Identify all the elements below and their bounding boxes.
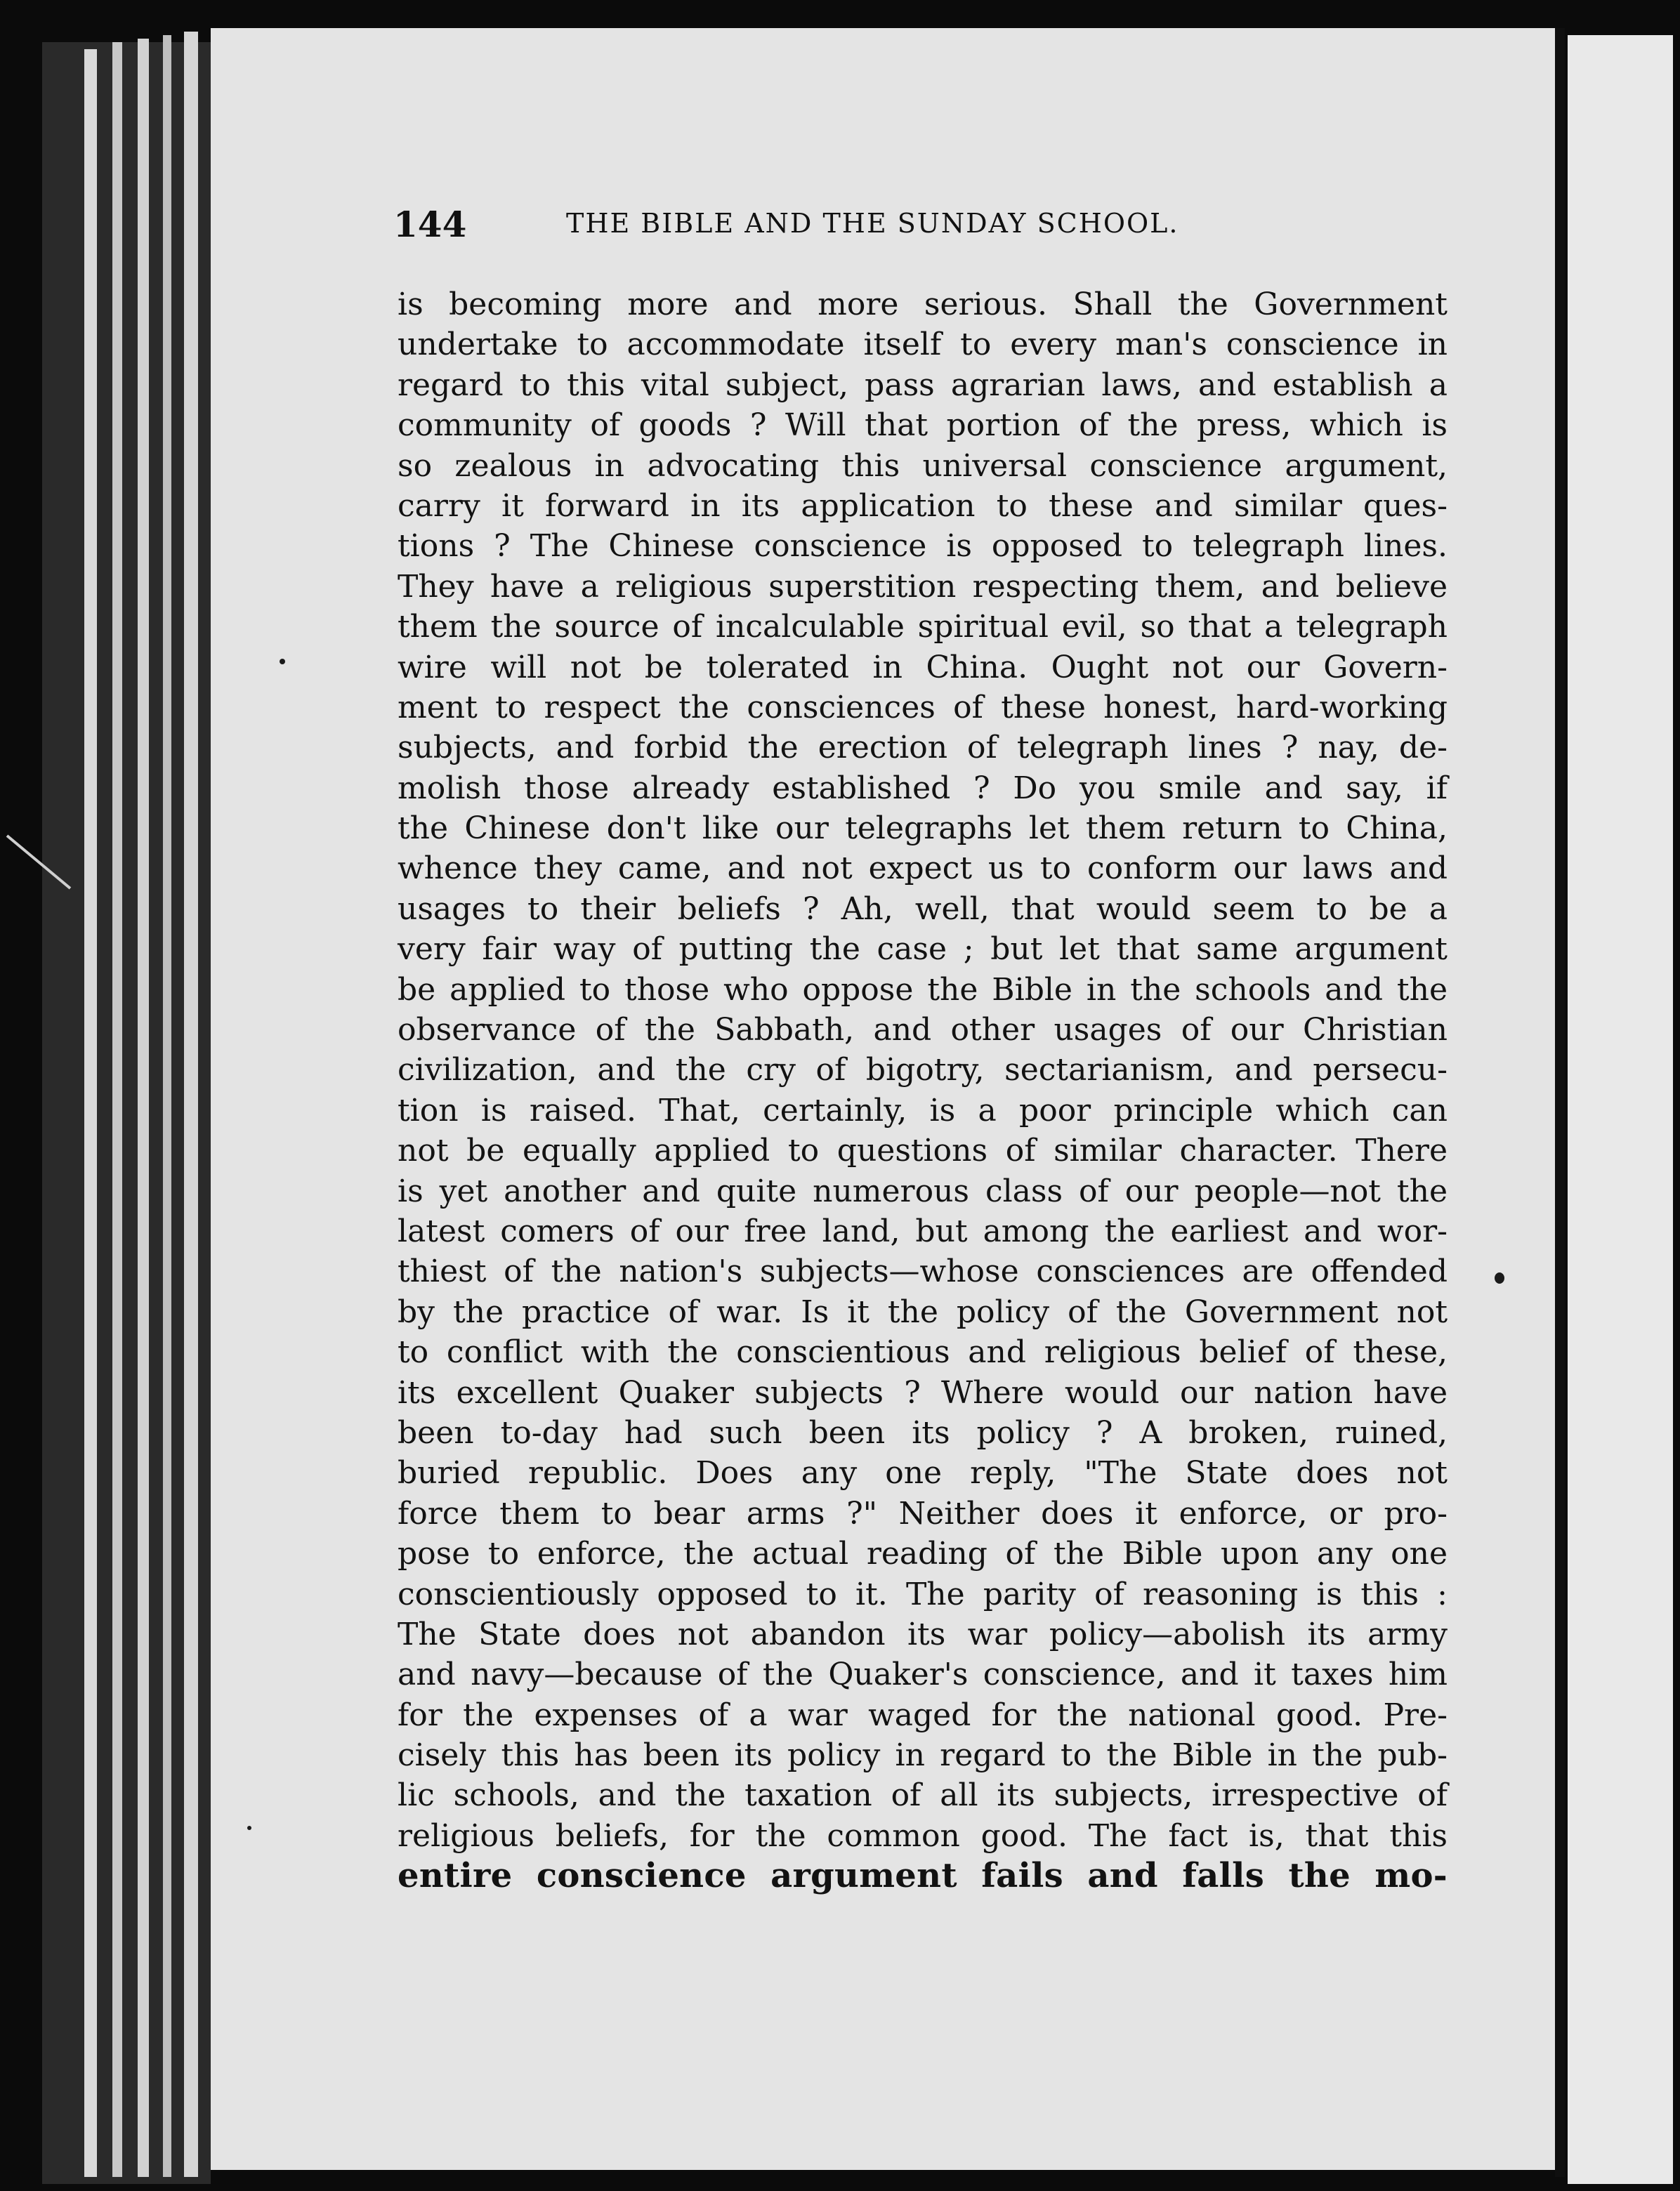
- text-line: for the expenses of a war waged for the national good. Pre-: [398, 1697, 1448, 1733]
- text-line: regard to this vital subject, pass agrarian laws, and establish a: [398, 367, 1448, 403]
- text-line: The State does not abandon its war policy—abolish its army: [398, 1616, 1448, 1652]
- text-line: the Chinese don't like our telegraphs let them return to China,: [398, 810, 1448, 847]
- page-edge-strip: [163, 35, 171, 2177]
- page-header: [393, 204, 1306, 246]
- text-line: buried republic. Does any one reply, "The State does not: [398, 1455, 1448, 1492]
- text-line: not be equally applied to questions of similar character. There: [398, 1133, 1448, 1169]
- text-line: They have a religious superstition respecting them, and believe: [398, 568, 1448, 605]
- text-line: them the source of incalculable spiritual evil, so that a telegraph: [398, 609, 1448, 645]
- text-line: is becoming more and more serious. Shall the Government: [398, 287, 1448, 322]
- text-line-final: entire conscience argument fails and falls the mo-: [398, 1856, 1448, 1896]
- text-line: subjects, and forbid the erection of telegraph lines ? nay, de-: [398, 730, 1448, 766]
- text-line: wire will not be tolerated in China. Ought not our Govern-: [398, 649, 1448, 685]
- text-line: force them to bear arms ?" Neither does it enforce, or pro-: [398, 1495, 1448, 1532]
- text-line: is yet another and quite numerous class of our people—not the: [398, 1173, 1448, 1209]
- page-edge-strip: [112, 42, 122, 2177]
- page-edge-strip: [84, 49, 97, 2177]
- facing-page-edge: [1568, 35, 1673, 2184]
- text-line: tion is raised. That, certainly, is a poor principle which can: [398, 1092, 1448, 1129]
- text-line: be applied to those who oppose the Bible in the schools and the: [398, 971, 1448, 1008]
- ink-speck: [280, 659, 285, 664]
- page-edge-strip: [138, 39, 149, 2177]
- text-line: thiest of the nation's subjects—whose consciences are offended: [398, 1254, 1448, 1290]
- text-line: by the practice of war. Is it the policy of the Government not: [398, 1294, 1448, 1330]
- text-line: community of goods ? Will that portion of the press, which is: [398, 407, 1448, 444]
- page-edge-strip: [184, 32, 198, 2177]
- text-line: lic schools, and the taxation of all its subjects, irrespective of: [398, 1777, 1448, 1814]
- text-line: and navy—because of the Quaker's conscience, and it taxes him: [398, 1657, 1448, 1693]
- text-line: carry it forward in its application to these and similar ques-: [398, 487, 1448, 524]
- text-line: so zealous in advocating this universal conscience argument,: [398, 447, 1448, 484]
- text-line: cisely this has been its policy in regard to the Bible in the pub-: [398, 1737, 1448, 1774]
- text-line: usages to their beliefs ? Ah, well, that would seem to be a: [398, 890, 1448, 927]
- text-line: pose to enforce, the actual reading of the Bible upon any one: [398, 1536, 1448, 1572]
- text-line: molish those already established ? Do you smile and say, if: [398, 770, 1448, 806]
- text-line: ment to respect the consciences of these honest, hard-working: [398, 689, 1448, 725]
- text-line: conscientiously opposed to it. The parity of reasoning is this :: [398, 1576, 1448, 1612]
- text-line: to conflict with the conscientious and religious belief of these,: [398, 1334, 1448, 1371]
- text-line: undertake to accommodate itself to every man's conscience in: [398, 327, 1448, 363]
- text-line: very fair way of putting the case ; but let that same argument: [398, 931, 1448, 968]
- page-number: 144: [393, 204, 467, 245]
- text-line: its excellent Quaker subjects ? Where would our nation have: [398, 1374, 1448, 1411]
- text-line: been to-day had such been its policy ? A broken, ruined,: [398, 1414, 1448, 1451]
- text-line: observance of the Sabbath, and other usages of our Christian: [398, 1012, 1448, 1048]
- text-line: tions ? The Chinese conscience is opposed to telegraph lines.: [398, 528, 1448, 565]
- body-text: [398, 284, 1448, 1897]
- text-line: whence they came, and not expect us to conform our laws and: [398, 850, 1448, 887]
- running-head: THE BIBLE AND THE SUNDAY SCHOOL.: [566, 208, 1179, 239]
- page-gutter: [1555, 28, 1565, 2177]
- text-line: religious beliefs, for the common good. The fact is, that this: [398, 1817, 1448, 1854]
- ink-speck: [1495, 1272, 1504, 1284]
- text-line: latest comers of our free land, but among the earliest and wor-: [398, 1213, 1448, 1249]
- ink-speck: [247, 1826, 251, 1830]
- text-line: civilization, and the cry of bigotry, sectarianism, and persecu-: [398, 1052, 1448, 1088]
